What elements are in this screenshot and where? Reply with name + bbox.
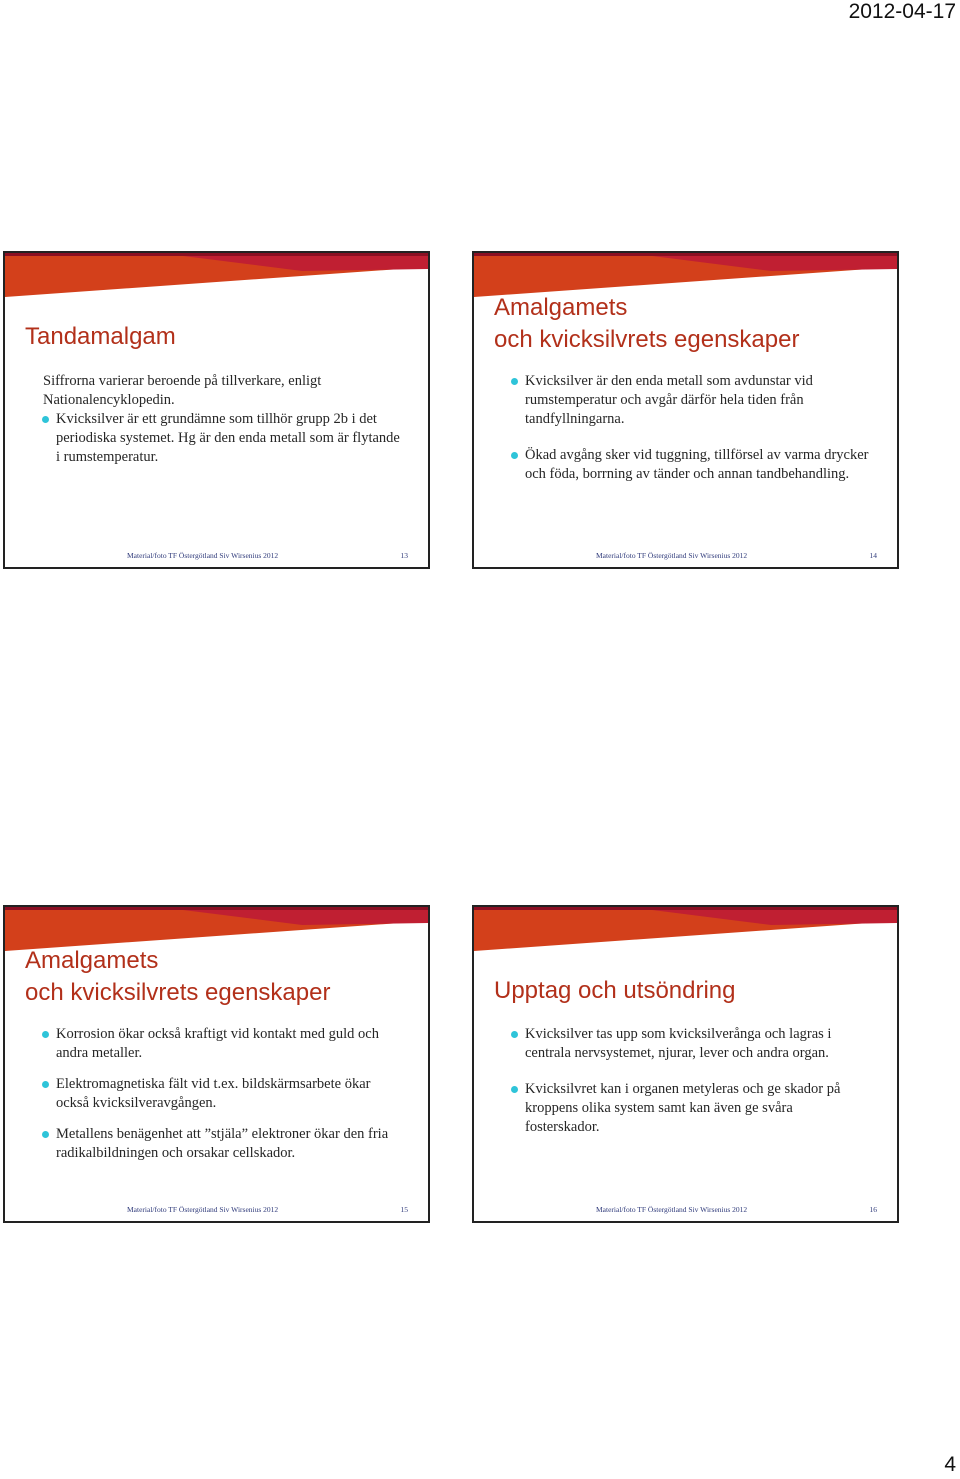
list-item: Kvicksilvret kan i organen metyleras och ge skador på kroppens olika system samt kan även ge svåra fosterskador.: [512, 1080, 869, 1137]
slide-body: [512, 372, 869, 496]
intro-text: Siffrorna varierar beroende på tillverkare, enligt Nationalencyklopedin.: [43, 373, 322, 408]
slide-number: 14: [869, 551, 877, 560]
slide-number: 16: [869, 1205, 877, 1214]
list-item: Elektromagnetiska fält vid t.ex. bildskärmsarbete ökar också kvicksilveravgången.: [43, 1075, 400, 1113]
footer-credit: Material/foto TF Östergötland Siv Wirsenius 2012: [127, 551, 279, 560]
slide-body: [43, 1025, 400, 1175]
page-number: 4: [944, 1453, 956, 1476]
slide-footer: [474, 551, 897, 563]
bullet-list: [43, 1025, 400, 1163]
bullet-dot-icon: [511, 452, 518, 459]
bullet-dot-icon: [42, 416, 49, 423]
slide-number: 15: [400, 1205, 408, 1214]
slide-body: [512, 1025, 869, 1149]
list-item: Metallens benägenhet att ”stjäla” elektroner ökar den fria radikalbildningen och orsakar cellskador.: [43, 1125, 400, 1163]
slide-footer: [474, 1205, 897, 1217]
slide-13: [3, 251, 430, 569]
bullet-dot-icon: [511, 1086, 518, 1093]
bullet-dot-icon: [42, 1131, 49, 1138]
bullet-list: [512, 372, 869, 484]
slide-title: Amalgamets och kvicksilvrets egenskaper: [25, 947, 331, 1006]
slide-title: Upptag och utsöndring: [494, 977, 736, 1004]
slide-14: [472, 251, 899, 569]
slide-banner: [474, 907, 897, 955]
slide-footer: [5, 551, 428, 563]
slide-footer: [5, 1205, 428, 1217]
list-item: Kvicksilver är ett grundämne som tillhör grupp 2b i det periodiska systemet. Hg är den enda metall som är flytande i rumstemperatur.: [43, 410, 400, 467]
slide-number: 13: [400, 551, 408, 560]
footer-credit: Material/foto TF Östergötland Siv Wirsenius 2012: [596, 551, 748, 560]
list-item: Korrosion ökar också kraftigt vid kontakt med guld och andra metaller.: [43, 1025, 400, 1063]
slide-16: [472, 905, 899, 1223]
bullet-dot-icon: [42, 1081, 49, 1088]
bullet-dot-icon: [511, 378, 518, 385]
slide-15: [3, 905, 430, 1223]
slide-body: [43, 372, 400, 479]
list-item: Ökad avgång sker vid tuggning, tillförsel av varma drycker och föda, borrning av tänder och annan tandbehandling.: [512, 446, 869, 484]
list-item: Kvicksilver tas upp som kvicksilverånga och lagras i centrala nervsystemet, njurar, lever och andra organ.: [512, 1025, 869, 1063]
footer-credit: Material/foto TF Östergötland Siv Wirsenius 2012: [596, 1205, 748, 1214]
page-date: 2012-04-17: [848, 0, 956, 23]
bullet-dot-icon: [42, 1031, 49, 1038]
slide-title: Amalgamets och kvicksilvrets egenskaper: [494, 294, 800, 353]
slide-banner: [5, 253, 428, 301]
bullet-list: [512, 1025, 869, 1137]
footer-credit: Material/foto TF Östergötland Siv Wirsenius 2012: [127, 1205, 279, 1214]
bullet-list: [43, 410, 400, 467]
list-item: Kvicksilver är den enda metall som avdunstar vid rumstemperatur och avgår därför hela tiden från tandfyllningarna.: [512, 372, 869, 429]
bullet-dot-icon: [511, 1031, 518, 1038]
slide-title: Tandamalgam: [25, 323, 176, 350]
